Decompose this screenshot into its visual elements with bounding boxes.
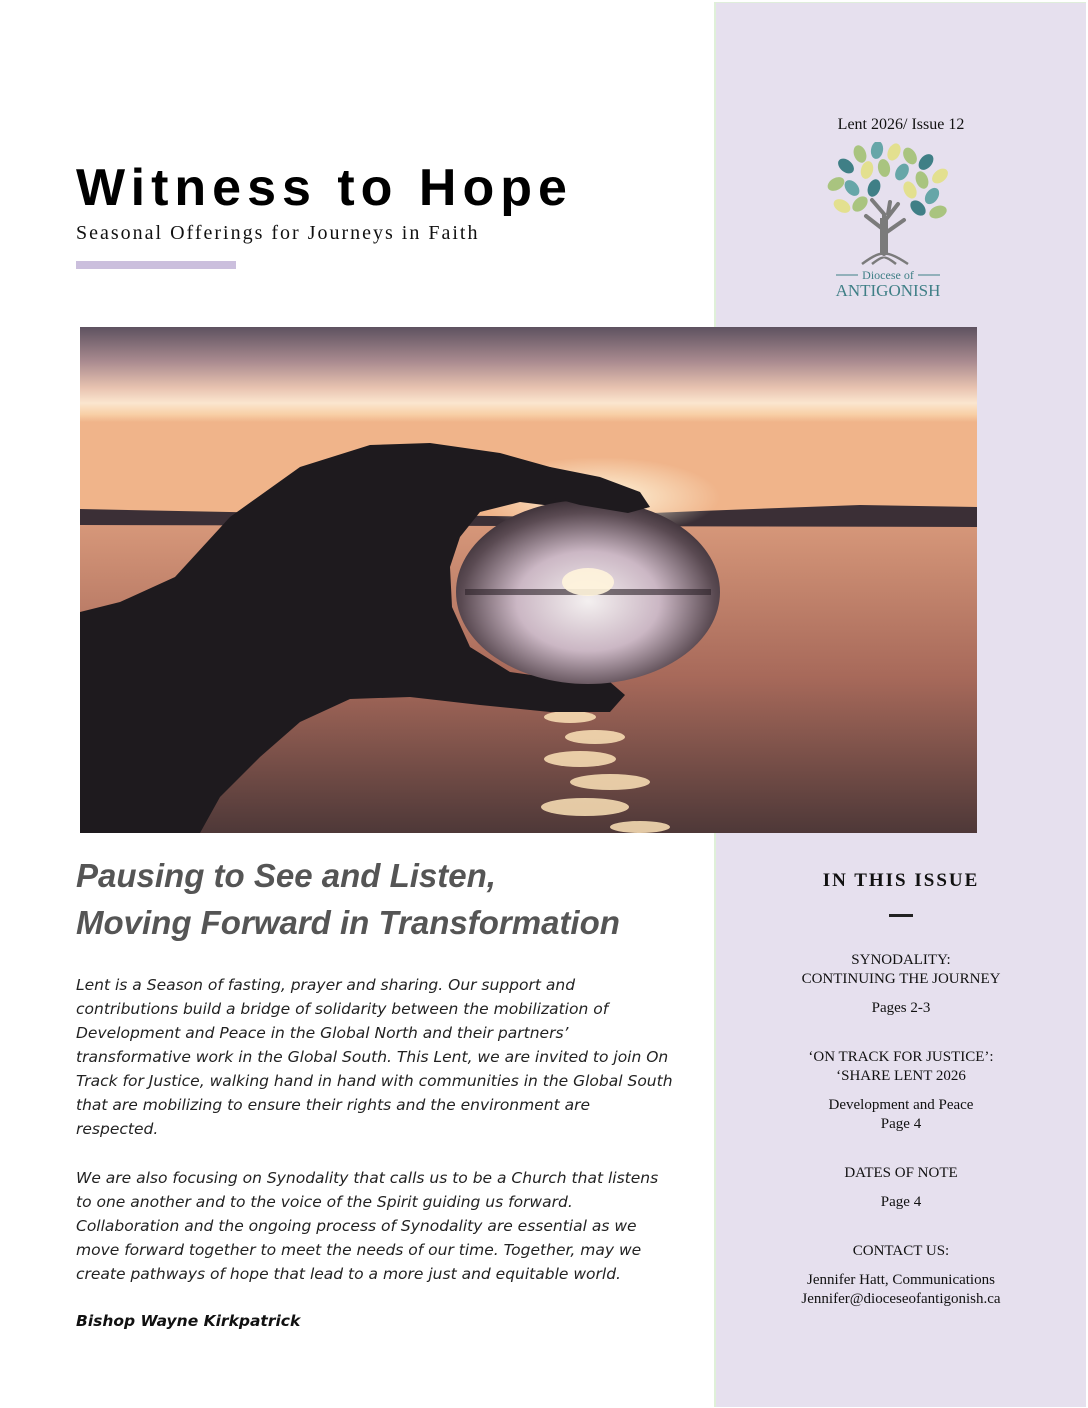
newsletter-title: Witness to Hope <box>76 159 573 217</box>
toc-item-2-line-1: ‘ON TRACK FOR JUSTICE’: <box>808 1049 994 1065</box>
headline-line-1: Pausing to See and Listen, <box>76 857 496 894</box>
toc-item-3-line-1: DATES OF NOTE <box>844 1165 958 1181</box>
toc-item-3-pages: Page 4 <box>880 1194 922 1210</box>
tree-icon <box>825 142 951 264</box>
toc-item-1-line-2: CONTINUING THE JOURNEY <box>801 971 1001 987</box>
issue-label: Lent 2026/ Issue 12 <box>837 116 965 133</box>
toc-item-1-pages: Pages 2-3 <box>871 1000 931 1016</box>
contact-name: Jennifer Hatt, Communications <box>807 1272 995 1288</box>
toc-item-2-line-3: Development and Peace <box>828 1097 974 1113</box>
cover-photo <box>80 327 977 833</box>
headline-line-2: Moving Forward in Transformation <box>76 904 620 941</box>
logo-text-line1: Diocese of <box>862 268 914 282</box>
contact-heading: CONTACT US: <box>852 1243 950 1259</box>
accent-bar <box>76 261 236 269</box>
article-paragraph-1: Lent is a Season of fasting, prayer and sharing. Our support and contributions build a bridge of solidarity between the mobilization of Development and Peace in the Global North and their partners’ transformative work in the Global South. This Lent, we are invited to join On Track for Justice, walking hand in hand with communities in the Global South that are mobilizing to ensure their rights and the environment are respected. <box>76 976 673 1138</box>
article-signature: Bishop Wayne Kirkpatrick <box>76 1312 301 1330</box>
article-headline <box>76 852 696 946</box>
table-of-contents <box>714 870 1088 1309</box>
toc-item-1-line-1: SYNODALITY: <box>851 952 951 968</box>
toc-item-2-line-2: ‘SHARE LENT 2026 <box>836 1068 966 1084</box>
toc-heading: IN THIS ISSUE <box>822 870 980 891</box>
toc-item-2-pages: Page 4 <box>880 1116 922 1132</box>
newsletter-subtitle: Seasonal Offerings for Journeys in Faith <box>76 222 480 244</box>
article-paragraph-2: We are also focusing on Synodality that calls us to be a Church that listens to one another and to the voice of the Spirit guiding us forward. Collaboration and the ongoing process of Synodality are essential as we move forward together to meet the needs of our time. Together, may we create pathways of hope that lead to a more just and equitable world. <box>76 1169 659 1283</box>
contact-email[interactable]: Jennifer@dioceseofantigonish.ca <box>801 1291 1001 1307</box>
diocese-logo <box>822 142 954 302</box>
logo-text-line2: ANTIGONISH <box>835 281 941 300</box>
